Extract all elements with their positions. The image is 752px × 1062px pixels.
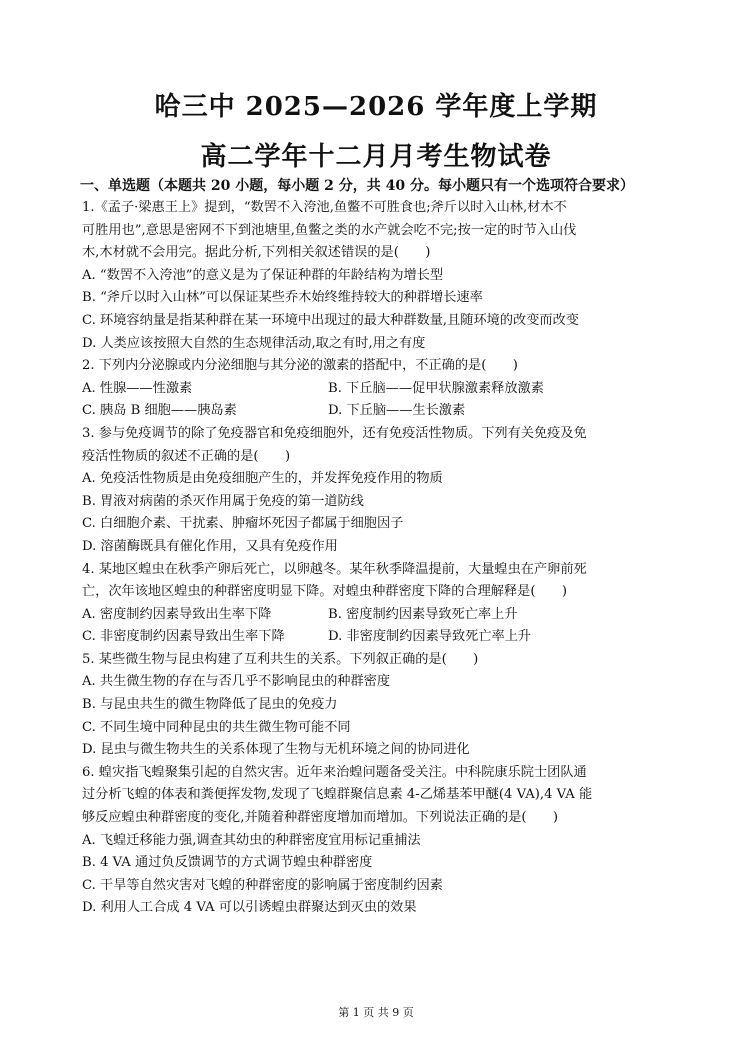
page-number: 第 1 页 共 9 页 <box>338 1006 414 1019</box>
option-b: B. 密度制约因素导致死亡率上升 <box>328 606 518 622</box>
question-stem-line: 5. 某些微生物与昆虫构建了互利共生的关系。下列叙正确的是( ) <box>82 651 479 667</box>
question-4 <box>82 559 676 649</box>
question-stem-line: 2. 下列内分泌腺或内分泌细胞与其分泌的激素的搭配中，不正确的是( ) <box>82 358 518 374</box>
option-d: D. 昆虫与微生物共生的关系体现了生物与无机环境之间的协同进化 <box>82 742 470 758</box>
option-d: D. 下丘脑——生长激素 <box>328 403 466 419</box>
option-c: C. 白细胞介素、干扰素、肿瘤坏死因子都属于细胞因子 <box>82 516 404 532</box>
option-b: B. 下丘脑——促甲状腺激素释放激素 <box>328 380 544 396</box>
option-b: B. “斧斤以时入山林”可以保证某些乔木始终维持较大的种群增长速率 <box>82 290 483 306</box>
question-stem-line: 可胜用也”,意思是密网不下到池塘里,鱼鳖之类的水产就会吃不完;按一定的时节入山伐 <box>82 222 577 238</box>
option-c: C. 不同生境中同种昆虫的共生微生物可能不同 <box>82 719 351 735</box>
question-stem-line: 6. 蝗灾指飞蝗聚集引起的自然灾害。近年来治蝗问题备受关注。中科院康乐院士团队通 <box>82 764 587 780</box>
option-a: A. 共生微生物的存在与否几乎不影响昆虫的种群密度 <box>82 674 391 690</box>
exam-title-line2: 高二学年十二月月考生物试卷 <box>200 142 552 172</box>
question-stem-line: 够反应蝗虫种群密度的变化,并随着种群密度增加而增加。下列说法正确的是( ) <box>82 810 559 826</box>
question-stem-line: 过分析飞蝗的体表和粪便挥发物,发现了飞蝗群聚信息素 4-乙烯基苯甲醚(4 VA),4 VA 能 <box>82 787 593 803</box>
option-row <box>82 626 676 649</box>
question-3 <box>82 423 676 559</box>
question-stem-line: 4. 某地区蝗虫在秋季产卵后死亡，以卵越冬。某年秋季降温提前，大量蝗虫在产卵前死 <box>82 561 587 577</box>
section-heading: 一、单选题（本题共 20 小题，每小题 2 分，共 40 分。每小题只有一个选项符合要求） <box>80 178 634 194</box>
option-b: B. 与昆虫共生的微生物降低了昆虫的免疫力 <box>82 697 338 713</box>
question-stem-line: 3. 参与免疫调节的除了免疫器官和免疫细胞外，还有免疫活性物质。下列有关免疫及免 <box>82 425 587 441</box>
option-row <box>82 378 676 401</box>
option-d: D. 利用人工合成 4 VA 可以引诱蝗虫群聚达到灭虫的效果 <box>82 900 417 916</box>
question-2 <box>82 355 676 423</box>
question-stem-line: 木,木材就不会用完。据此分析,下列相关叙述错误的是( ) <box>82 245 431 261</box>
option-b: B. 胃液对病菌的杀灭作用属于免疫的第一道防线 <box>82 493 364 509</box>
option-a: A. “数罟不入洿池”的意义是为了保证种群的年龄结构为增长型 <box>82 267 444 283</box>
question-list <box>82 197 676 920</box>
option-d: D. 人类应该按照大自然的生态规律活动,取之有时,用之有度 <box>82 335 426 351</box>
question-1 <box>82 197 676 355</box>
option-c: C. 非密度制约因素导致出生率下降 <box>82 629 285 645</box>
option-row <box>82 604 676 627</box>
option-b: B. 4 VA 通过负反馈调节的方式调节蝗虫种群密度 <box>82 855 373 871</box>
question-stem-line: 疫活性物质的叙述不正确的是( ) <box>82 448 291 464</box>
option-d: D. 溶菌酶既具有催化作用，又具有免疫作用 <box>82 538 338 554</box>
exam-title-line1: 哈三中 2025—2026 学年度上学期 <box>154 92 598 122</box>
option-c: C. 干旱等自然灾害对飞蝗的种群密度的影响属于密度制约因素 <box>82 877 443 893</box>
option-a: A. 性腺——性激素 <box>82 380 193 396</box>
option-c: C. 胰岛 B 细胞——胰岛素 <box>82 403 237 419</box>
option-a: A. 免疫活性物质是由免疫细胞产生的，并发挥免疫作用的物质 <box>82 471 443 487</box>
option-c: C. 环境容纳量是指某种群在某一环境中出现过的最大种群数量,且随环境的改变而改变 <box>82 312 579 328</box>
question-stem-line: 亡，次年该地区蝗虫的种群密度明显下降。对蝗虫种群密度下降的合理解释是( ) <box>82 584 568 600</box>
question-6 <box>82 762 676 920</box>
question-5 <box>82 649 676 762</box>
option-a: A. 密度制约因素导致出生率下降 <box>82 606 272 622</box>
option-d: D. 非密度制约因素导致死亡率上升 <box>328 629 532 645</box>
option-a: A. 飞蝗迁移能力强,调查其幼虫的种群密度宜用标记重捕法 <box>82 832 421 848</box>
option-row <box>82 400 676 423</box>
question-stem-line: 1.《孟子·梁惠王上》提到，“数罟不入洿池,鱼鳖不可胜食也;斧斤以时入山林,材木不 <box>82 200 567 215</box>
